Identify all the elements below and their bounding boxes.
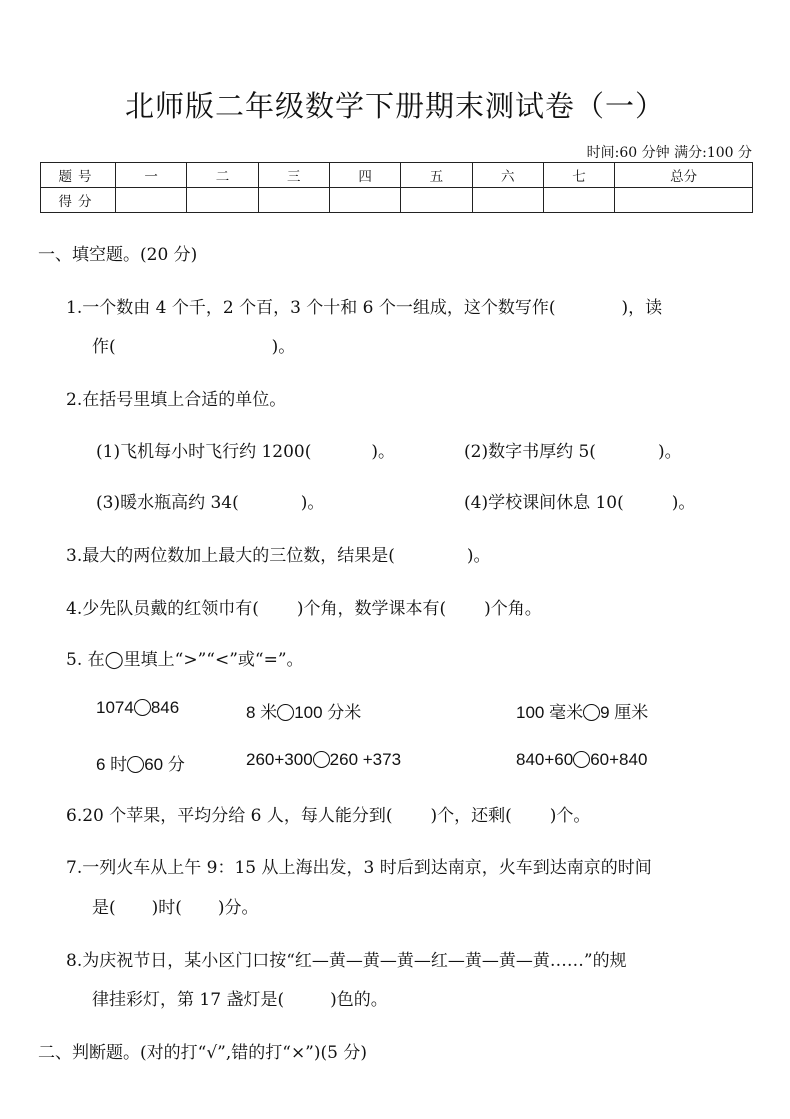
score-header-cell: 六 xyxy=(472,163,543,188)
section-heading-fill-blank: 一、填空题。(20 分) xyxy=(38,245,198,265)
score-table xyxy=(40,162,753,213)
compare-item xyxy=(246,698,361,723)
score-header-cell: 题号 xyxy=(41,163,116,188)
compare-item xyxy=(96,750,185,775)
page-title: 北师版二年级数学下册期末测试卷（一） xyxy=(124,89,665,123)
compare-right: 100 分米 xyxy=(294,703,362,722)
compare-left: 260+300 xyxy=(246,750,313,769)
item-text: (2)数字书厚约 5( xyxy=(464,442,596,462)
compare-item xyxy=(516,750,647,770)
score-header-cell: 二 xyxy=(187,163,258,188)
question-2-item-4 xyxy=(464,488,695,513)
compare-left: 840+60 xyxy=(516,750,574,769)
question-3-text-tail: )。 xyxy=(466,546,491,566)
score-input-cell[interactable] xyxy=(187,188,258,213)
question-1-text-tail: )，读 xyxy=(621,298,663,318)
compare-circle[interactable] xyxy=(583,704,600,721)
item-text: (4)学校课间休息 10( xyxy=(464,493,624,513)
question-7-text: 是( xyxy=(92,898,116,918)
item-text: (3)暖水瓶高约 34( xyxy=(96,493,239,513)
item-text-tail: )。 xyxy=(300,493,325,513)
score-row-label: 得分 xyxy=(41,188,116,213)
score-header-cell: 总分 xyxy=(615,163,753,188)
score-table-header-row xyxy=(41,163,753,188)
compare-circle[interactable] xyxy=(573,751,590,768)
score-header-cell: 一 xyxy=(116,163,187,188)
compare-left: 8 米 xyxy=(246,703,278,722)
score-input-cell[interactable] xyxy=(543,188,614,213)
question-1-text: 作( xyxy=(92,337,116,357)
question-4-text-tail: )个角。 xyxy=(484,599,542,619)
question-1-text: 1.一个数由 4 个千，2 个百，3 个十和 6 个一组成，这个数写作( xyxy=(66,298,556,318)
score-header-cell: 三 xyxy=(258,163,329,188)
question-6-text-mid: )个，还剩( xyxy=(430,806,512,826)
time-info: 时间:60 分钟 满分:100 分 xyxy=(586,145,752,161)
section-heading-true-false: 二、判断题。(对的打“√”,错的打“×”)(5 分) xyxy=(38,1043,367,1063)
question-3-text: 3.最大的两位数加上最大的三位数，结果是( xyxy=(66,546,395,566)
question-4 xyxy=(66,594,542,619)
question-1-line-2 xyxy=(92,332,295,357)
compare-left: 100 毫米 xyxy=(516,703,584,722)
compare-item xyxy=(96,698,179,718)
question-7-line-2 xyxy=(92,893,259,918)
question-1-text-tail: )。 xyxy=(271,337,296,357)
compare-circle[interactable] xyxy=(134,699,151,716)
question-8-line-2 xyxy=(92,985,388,1010)
compare-right: 846 xyxy=(150,698,180,717)
score-input-cell[interactable] xyxy=(472,188,543,213)
compare-right: 60+840 xyxy=(590,750,648,769)
question-8-text: 律挂彩灯，第 17 盏灯是( xyxy=(92,990,285,1010)
item-text-tail: )。 xyxy=(671,493,696,513)
score-input-cell[interactable] xyxy=(258,188,329,213)
question-2-item-2 xyxy=(464,437,682,462)
score-input-cell[interactable] xyxy=(329,188,400,213)
compare-right: 9 厘米 xyxy=(600,703,649,722)
question-4-text-mid: )个角，数学课本有( xyxy=(296,599,447,619)
compare-item xyxy=(246,750,401,770)
score-table-score-row xyxy=(41,188,753,213)
question-7-text-mid: )时( xyxy=(151,898,182,918)
question-6-text-tail: )个。 xyxy=(549,806,591,826)
item-text-tail: )。 xyxy=(657,442,682,462)
score-input-cell[interactable] xyxy=(401,188,472,213)
question-2-item-1 xyxy=(96,437,395,462)
question-6 xyxy=(66,801,590,826)
question-4-text: 4.少先队员戴的红领巾有( xyxy=(66,599,259,619)
item-text-tail: )。 xyxy=(371,442,396,462)
compare-right: 60 分 xyxy=(144,755,185,774)
question-7-line-1: 7.一列火车从上午 9：15 从上海出发，3 时后到达南京，火车到达南京的时间 xyxy=(66,858,652,878)
question-6-text: 6.20 个苹果，平均分给 6 人，每人能分到( xyxy=(66,806,393,826)
score-input-cell[interactable] xyxy=(615,188,753,213)
compare-item xyxy=(516,698,648,723)
question-8-text-tail: )色的。 xyxy=(330,990,388,1010)
question-1-line-1 xyxy=(66,293,662,318)
score-header-cell: 七 xyxy=(543,163,614,188)
question-3 xyxy=(66,541,491,566)
score-header-cell: 四 xyxy=(329,163,400,188)
score-input-cell[interactable] xyxy=(116,188,187,213)
compare-left: 1074 xyxy=(96,698,134,717)
score-header-cell: 五 xyxy=(401,163,472,188)
compare-circle[interactable] xyxy=(277,704,294,721)
question-8-line-1: 8.为庆祝节日，某小区门口按“红—黄—黄—黄—红—黄—黄—黄……”的规 xyxy=(66,951,627,971)
compare-right: 260 +373 xyxy=(329,750,402,769)
question-5: 5. 在◯里填上“>”“<”或“=”。 xyxy=(66,650,304,670)
question-7-text-tail: )分。 xyxy=(217,898,259,918)
question-2: 2.在括号里填上合适的单位。 xyxy=(66,390,287,410)
compare-left: 6 时 xyxy=(96,755,128,774)
question-2-item-3 xyxy=(96,488,324,513)
compare-circle[interactable] xyxy=(127,756,144,773)
item-text: (1)飞机每小时飞行约 1200( xyxy=(96,442,312,462)
compare-circle[interactable] xyxy=(313,751,330,768)
